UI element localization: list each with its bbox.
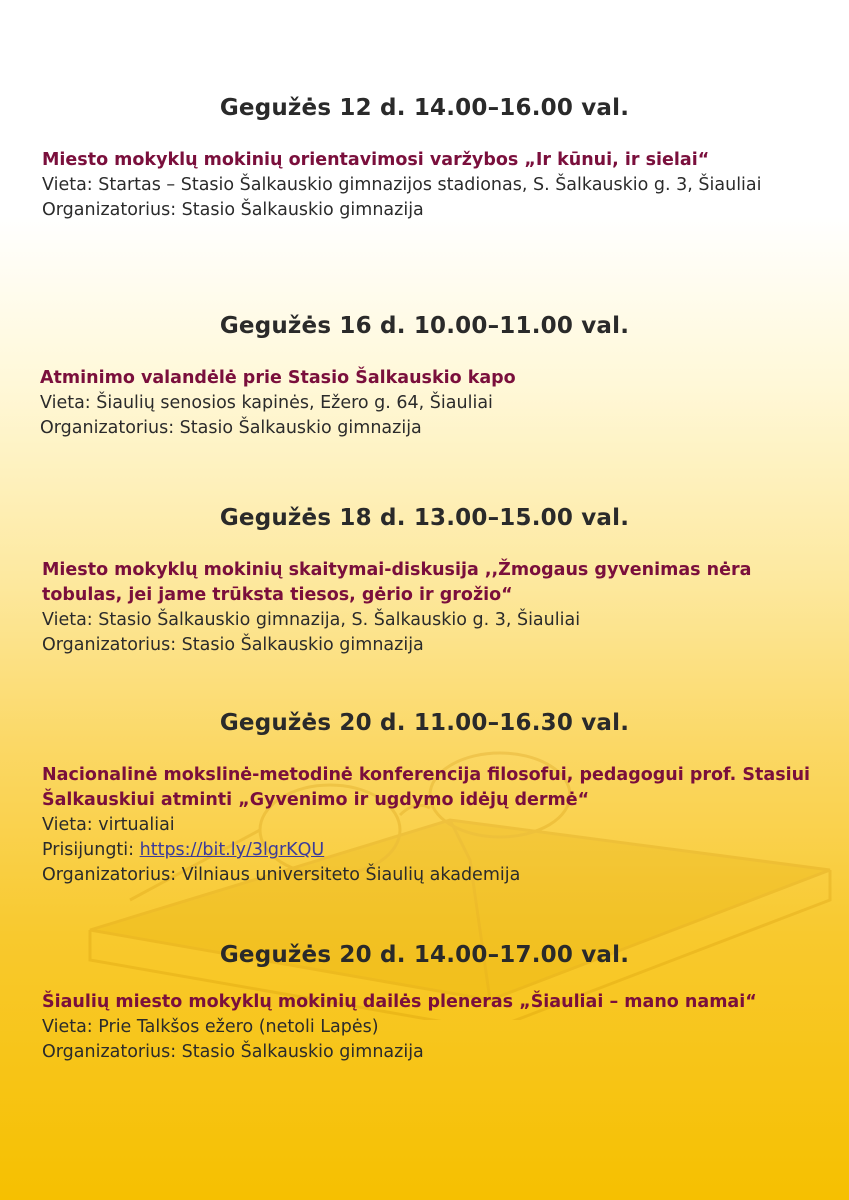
event-venue: Vieta: Šiaulių senosios kapinės, Ežero g. 64, Šiauliai (40, 393, 493, 413)
event-venue: Vieta: Startas – Stasio Šalkausk﻿io gimnazijos stadionas, S. Šalkauskio g. 3, Šiauliai (42, 175, 762, 195)
event-details (42, 558, 812, 658)
event-details (42, 763, 812, 888)
join-label: Prisijungti: (42, 840, 140, 860)
event-title: Atminimo valandėlė prie Stasio Šalkauskio kapo (40, 368, 516, 388)
event-venue: Vieta: Stasio Šalkauskio gimnazija, S. Šalkauskio g. 3, Šiauliai (42, 610, 581, 630)
event-organizer: Organizatorius: Stasio Šalkauskio gimnazija (42, 635, 424, 655)
event-organizer: Organizatorius: Vilniaus universiteto Šiaulių akademija (42, 865, 521, 885)
event-details (42, 148, 812, 223)
event-organizer: Organizatorius: Stasio Šalkauskio gimnazija (42, 200, 424, 220)
event-venue: Vieta: Prie Talkšos ežero (netoli Lapės) (42, 1017, 379, 1037)
event-date: Gegužės 20 d. 11.00–16.30 val. (219, 710, 630, 736)
event-3 (0, 505, 849, 655)
event-date: Gegužės 20 d. 14.00–17.00 val. (219, 942, 630, 968)
event-2 (0, 313, 849, 438)
event-title: Nacionalinė mokslinė-metodinė konferencija filosofui, pedagogui prof. Stasiui Šalkauskiui atminti „Gyvenimo ir ugdymo idėjų dermė“ (42, 765, 811, 810)
event-join (42, 838, 812, 863)
event-title: Miesto mokyklų mokinių skaitymai-diskusija ,,Žmogaus gyvenimas nėra tobulas, jei jame trūksta tiesos, gėrio ir grožio“ (42, 560, 752, 605)
event-4 (0, 710, 849, 885)
event-date: Gegužės 18 d. 13.00–15.00 val. (219, 505, 630, 531)
event-details (42, 990, 812, 1065)
event-details (40, 366, 810, 441)
event-venue: Vieta: virtualiai (42, 815, 175, 835)
event-date: Gegužės 16 d. 10.00–11.00 val. (219, 313, 630, 339)
event-1 (0, 95, 849, 220)
event-title: Šiaulių miesto mokyklų mokinių dailės pleneras „Šiauliai – mano namai“ (42, 992, 757, 1012)
event-title: Miesto mokyklų mokinių orientavimosi varžybos „Ir kūnui, ir sielai“ (42, 150, 710, 170)
join-link[interactable]: https://bit.ly/3lgrKQU (139, 840, 325, 860)
event-organizer: Organizatorius: Stasio Šalkauskio gimnazija (42, 1042, 424, 1062)
event-organizer: Organizatorius: Stasio Šalkauskio gimnazija (40, 418, 422, 438)
event-5 (0, 942, 849, 1062)
event-date: Gegužės 12 d. 14.00–16.00 val. (219, 95, 630, 121)
